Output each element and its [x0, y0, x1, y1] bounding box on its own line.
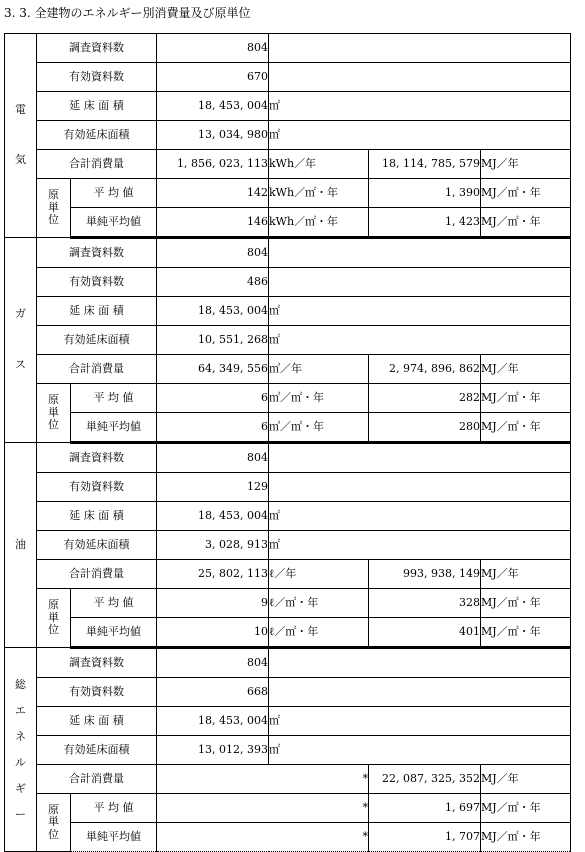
row-value: 804 — [157, 238, 269, 268]
unit-mj-label: MJ／㎡・年 — [481, 618, 571, 648]
table-row — [5, 326, 571, 355]
row-unit: ㎡ — [269, 121, 571, 150]
row-unit — [269, 63, 571, 92]
table-row — [5, 765, 571, 794]
table-row — [5, 794, 571, 823]
row-value: 804 — [157, 34, 269, 63]
row-value: 804 — [157, 648, 269, 678]
total-mj-value: 2, 974, 896, 862 — [369, 355, 481, 384]
row-label: 有効資料数 — [37, 268, 157, 297]
unit-mj-value: 1, 390 — [369, 179, 481, 208]
row-unit: ㎡ — [269, 326, 571, 355]
row-unit — [269, 678, 571, 707]
unit-value: 9 — [157, 589, 269, 618]
total-value: 1, 856, 023, 113 — [157, 150, 269, 179]
section-name: ガ ス — [5, 238, 37, 443]
row-label: 有効資料数 — [37, 678, 157, 707]
unit-label: kWh／㎡・年 — [269, 208, 369, 238]
row-unit — [269, 268, 571, 297]
unit-label: ㎥／㎡・年 — [269, 384, 369, 413]
table-row — [5, 736, 571, 765]
table-row — [5, 823, 571, 852]
row-unit: ㎡ — [269, 707, 571, 736]
table-row — [5, 618, 571, 648]
table-row — [5, 92, 571, 121]
row-unit — [269, 473, 571, 502]
total-mj-value: 18, 114, 785, 579 — [369, 150, 481, 179]
row-label: 平 均 値 — [71, 589, 157, 618]
unit-mj-value: 401 — [369, 618, 481, 648]
unit-value: 142 — [157, 179, 269, 208]
table-row — [5, 678, 571, 707]
total-value: 64, 349, 556 — [157, 355, 269, 384]
row-unit: ㎡ — [269, 736, 571, 765]
table-row — [5, 355, 571, 384]
row-value: 486 — [157, 268, 269, 297]
row-value: 10, 551, 268 — [157, 326, 269, 355]
unit-label: ℓ／㎡・年 — [269, 618, 369, 648]
row-label: 有効延床面積 — [37, 121, 157, 150]
total-value: 25, 802, 113 — [157, 560, 269, 589]
total-mj-unit: MJ／年 — [481, 355, 571, 384]
row-label: 合計消費量 — [37, 560, 157, 589]
table-row — [5, 63, 571, 92]
unit-mj-label: MJ／㎡・年 — [481, 384, 571, 413]
unit-mj-value: 1, 707 — [369, 823, 481, 852]
total-mj-unit: MJ／年 — [481, 560, 571, 589]
table-row — [5, 648, 571, 678]
energy-consumption-table — [4, 33, 571, 852]
total-mj-value: 22, 087, 325, 352 — [369, 765, 481, 794]
unit-value: 10 — [157, 618, 269, 648]
unit-mj-label: MJ／㎡・年 — [481, 794, 571, 823]
unit-mj-value: 282 — [369, 384, 481, 413]
table-row — [5, 208, 571, 238]
row-unit: ㎡ — [269, 92, 571, 121]
row-value: 804 — [157, 443, 269, 473]
unit-mj-value: 280 — [369, 413, 481, 443]
page-title: 3. 3. 全建物のエネルギー別消費量及び原単位 — [4, 6, 251, 20]
row-value: 129 — [157, 473, 269, 502]
row-value: 18, 453, 004 — [157, 297, 269, 326]
unit-value: * — [157, 794, 369, 823]
section-name: 総 エ ネ ル ギ ー — [5, 648, 37, 852]
section-name: 油 — [5, 443, 37, 648]
row-label: 調査資料数 — [37, 443, 157, 473]
unit-mj-label: MJ／㎡・年 — [481, 823, 571, 852]
row-label: 単純平均値 — [71, 618, 157, 648]
row-label: 延 床 面 積 — [37, 297, 157, 326]
row-label: 延 床 面 積 — [37, 502, 157, 531]
section-name: 電 気 — [5, 34, 37, 238]
table-row — [5, 560, 571, 589]
table-row — [5, 531, 571, 560]
row-label: 単純平均値 — [71, 413, 157, 443]
table-row — [5, 589, 571, 618]
row-label: 調査資料数 — [37, 238, 157, 268]
unit-mj-value: 1, 697 — [369, 794, 481, 823]
row-value: 668 — [157, 678, 269, 707]
row-label: 単純平均値 — [71, 823, 157, 852]
row-label: 平 均 値 — [71, 384, 157, 413]
unit-mj-value: 328 — [369, 589, 481, 618]
total-unit: ℓ／年 — [269, 560, 369, 589]
table-row — [5, 34, 571, 63]
row-value: 3, 028, 913 — [157, 531, 269, 560]
total-value: * — [157, 765, 369, 794]
gentanni-label: 原 単 位 — [37, 589, 71, 648]
row-label: 有効資料数 — [37, 473, 157, 502]
row-unit: ㎡ — [269, 531, 571, 560]
unit-label: ㎥／㎡・年 — [269, 413, 369, 443]
total-mj-unit: MJ／年 — [481, 150, 571, 179]
total-mj-unit: MJ／年 — [481, 765, 571, 794]
unit-mj-label: MJ／㎡・年 — [481, 589, 571, 618]
unit-label: ℓ／㎡・年 — [269, 589, 369, 618]
table-row — [5, 121, 571, 150]
unit-value: 6 — [157, 384, 269, 413]
table-row — [5, 473, 571, 502]
row-label: 有効延床面積 — [37, 736, 157, 765]
gentanni-label: 原 単 位 — [37, 384, 71, 443]
row-label: 調査資料数 — [37, 34, 157, 63]
row-label: 平 均 値 — [71, 794, 157, 823]
row-value: 670 — [157, 63, 269, 92]
table-row — [5, 268, 571, 297]
gentanni-label: 原 単 位 — [37, 179, 71, 238]
row-label: 平 均 値 — [71, 179, 157, 208]
unit-mj-label: MJ／㎡・年 — [481, 208, 571, 238]
unit-mj-value: 1, 423 — [369, 208, 481, 238]
row-label: 単純平均値 — [71, 208, 157, 238]
row-label: 延 床 面 積 — [37, 707, 157, 736]
total-unit: ㎥／年 — [269, 355, 369, 384]
table-row — [5, 707, 571, 736]
row-label: 延 床 面 積 — [37, 92, 157, 121]
unit-value: * — [157, 823, 369, 852]
table-row — [5, 179, 571, 208]
row-label: 合計消費量 — [37, 150, 157, 179]
row-unit — [269, 648, 571, 678]
row-value: 13, 012, 393 — [157, 736, 269, 765]
unit-value: 6 — [157, 413, 269, 443]
gentanni-label: 原 単 位 — [37, 794, 71, 852]
table-row — [5, 238, 571, 268]
row-label: 有効延床面積 — [37, 531, 157, 560]
row-label: 調査資料数 — [37, 648, 157, 678]
row-unit — [269, 238, 571, 268]
row-unit: ㎡ — [269, 502, 571, 531]
unit-value: 146 — [157, 208, 269, 238]
table-row — [5, 384, 571, 413]
table-row — [5, 443, 571, 473]
row-value: 18, 453, 004 — [157, 502, 269, 531]
total-mj-value: 993, 938, 149 — [369, 560, 481, 589]
row-unit: ㎡ — [269, 297, 571, 326]
table-row — [5, 502, 571, 531]
row-unit — [269, 34, 571, 63]
table-row — [5, 297, 571, 326]
unit-mj-label: MJ／㎡・年 — [481, 179, 571, 208]
row-label: 有効延床面積 — [37, 326, 157, 355]
row-value: 18, 453, 004 — [157, 92, 269, 121]
unit-mj-label: MJ／㎡・年 — [481, 413, 571, 443]
total-unit: kWh／年 — [269, 150, 369, 179]
unit-label: kWh／㎡・年 — [269, 179, 369, 208]
row-value: 18, 453, 004 — [157, 707, 269, 736]
row-unit — [269, 443, 571, 473]
row-label: 有効資料数 — [37, 63, 157, 92]
table-row — [5, 413, 571, 443]
table-row — [5, 150, 571, 179]
row-label: 合計消費量 — [37, 765, 157, 794]
row-value: 13, 034, 980 — [157, 121, 269, 150]
row-label: 合計消費量 — [37, 355, 157, 384]
